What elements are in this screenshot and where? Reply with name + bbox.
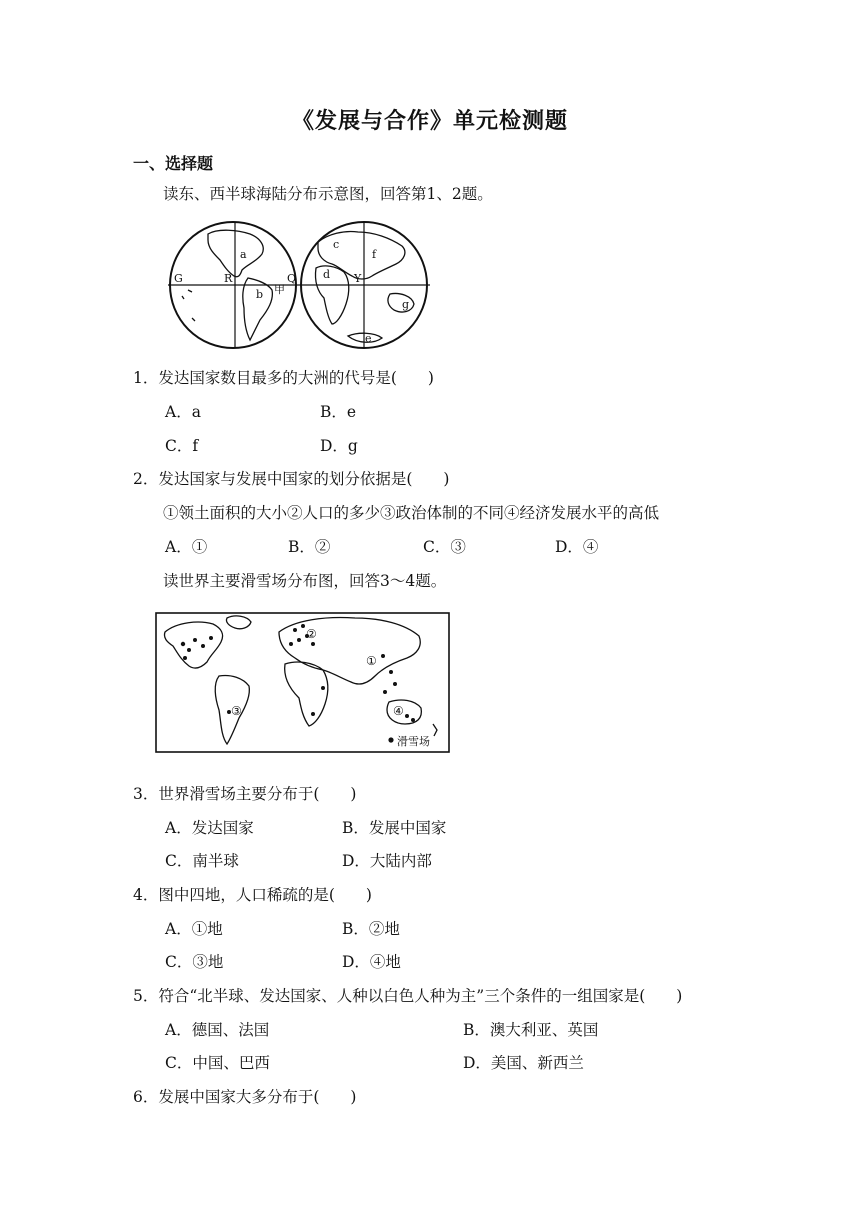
intro-hemispheres: 读东、西半球海陆分布示意图，回答第1、2题。 bbox=[163, 185, 493, 203]
label-g: g bbox=[402, 298, 410, 311]
q4-option-b: B．②地 bbox=[342, 920, 400, 938]
label-f: f bbox=[372, 248, 377, 261]
label-e: e bbox=[365, 332, 372, 345]
q4-option-a: A．①地 bbox=[165, 920, 223, 938]
ski-resort-map bbox=[155, 612, 451, 754]
hemispheres-map bbox=[168, 220, 430, 350]
q3-option-b: B．发展中国家 bbox=[342, 819, 447, 837]
label-Q: Q bbox=[287, 272, 297, 285]
q2-option-d: D．④ bbox=[555, 538, 599, 556]
marker-2: ② bbox=[306, 627, 317, 641]
label-d: d bbox=[323, 268, 331, 281]
label-c: c bbox=[333, 238, 340, 251]
marker-4: ④ bbox=[393, 704, 404, 718]
q4-option-c: C．③地 bbox=[165, 953, 224, 971]
q4-stem: 4．图中四地，人口稀疏的是( ) bbox=[133, 886, 372, 904]
q1-option-c: C．f bbox=[165, 437, 199, 455]
q5-option-c: C．中国、巴西 bbox=[165, 1054, 270, 1072]
label-b: b bbox=[256, 288, 264, 301]
q2-option-b: B．② bbox=[288, 538, 331, 556]
q3-option-a: A．发达国家 bbox=[165, 819, 254, 837]
section-heading: 一、选择题 bbox=[133, 154, 214, 173]
q6-stem: 6．发展中国家大多分布于( ) bbox=[133, 1088, 357, 1106]
q4-option-d: D．④地 bbox=[342, 953, 401, 971]
q2-option-a: A．① bbox=[165, 538, 208, 556]
label-Y: Y bbox=[354, 272, 362, 285]
page-title: 《发展与合作》单元检测题 bbox=[291, 108, 568, 134]
label-R: R bbox=[224, 272, 233, 285]
q2-option-c: C．③ bbox=[423, 538, 466, 556]
q1-option-b: B．e bbox=[320, 403, 357, 421]
q3-option-d: D．大陆内部 bbox=[342, 852, 432, 870]
marker-3: ③ bbox=[231, 704, 242, 718]
q1-stem: 1．发达国家数目最多的大洲的代号是( ) bbox=[133, 369, 434, 387]
label-G: G bbox=[174, 272, 183, 285]
legend-label: 滑雪场 bbox=[397, 735, 430, 748]
q5-stem: 5．符合“北半球、发达国家、人种以白色人种为主”三个条件的一组国家是( ) bbox=[133, 987, 683, 1005]
q3-stem: 3．世界滑雪场主要分布于( ) bbox=[133, 785, 357, 803]
marker-1: ① bbox=[366, 654, 377, 668]
q1-option-d: D．g bbox=[320, 437, 358, 455]
q2-stem: 2．发达国家与发展中国家的划分依据是( ) bbox=[133, 470, 450, 488]
q5-option-a: A．德国、法国 bbox=[165, 1021, 270, 1039]
q3-option-c: C．南半球 bbox=[165, 852, 239, 870]
q5-option-d: D．美国、新西兰 bbox=[463, 1054, 584, 1072]
q5-option-b: B．澳大利亚、英国 bbox=[463, 1021, 599, 1039]
intro-ski: 读世界主要滑雪场分布图，回答3～4题。 bbox=[163, 572, 447, 590]
label-a: a bbox=[240, 248, 247, 261]
q1-option-a: A．a bbox=[165, 403, 201, 421]
label-jia: 甲 bbox=[274, 283, 285, 296]
q2-sub: ①领土面积的大小②人口的多少③政治体制的不同④经济发展水平的高低 bbox=[163, 504, 660, 522]
